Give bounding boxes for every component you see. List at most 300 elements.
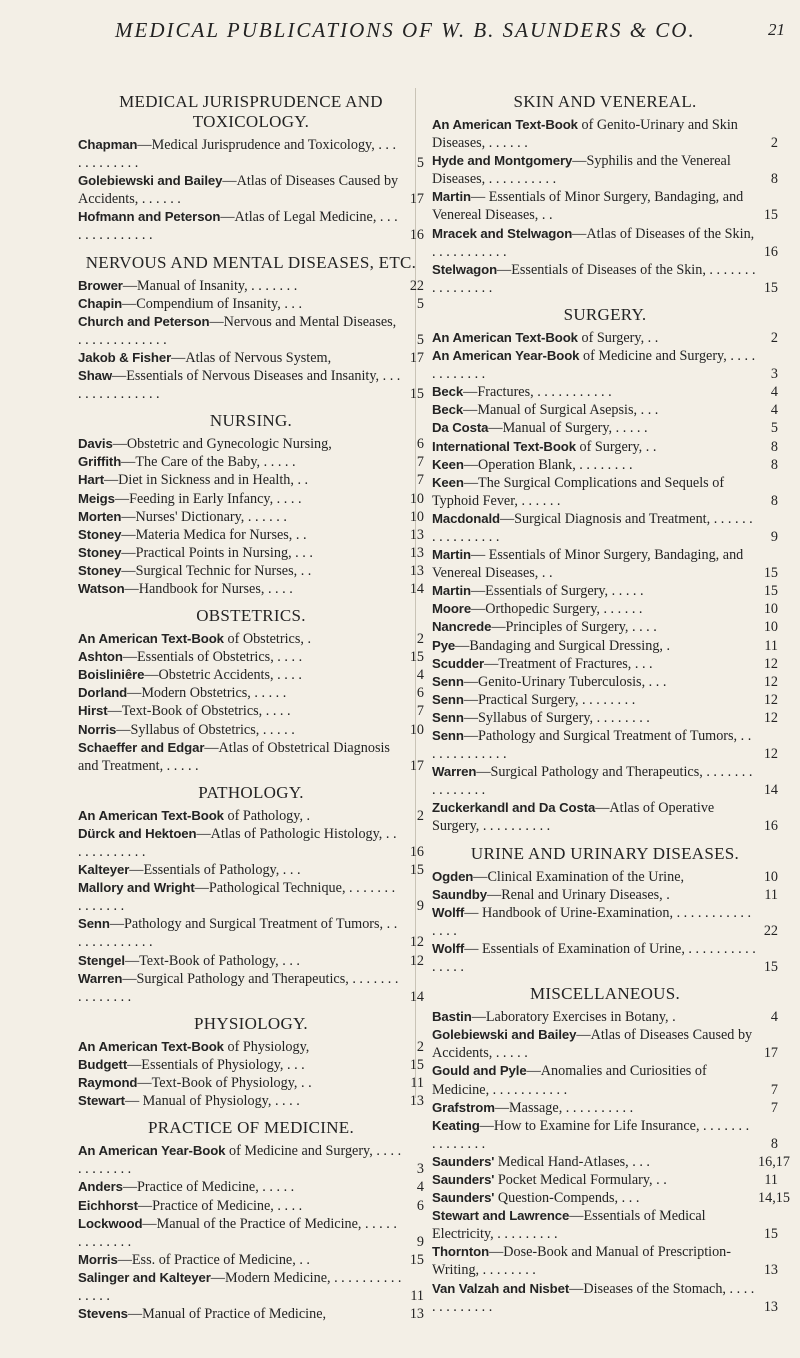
entry-author: Zuckerkandl and Da Costa — [432, 800, 596, 816]
catalog-entry — [432, 510, 778, 546]
entry-page-number: 4 — [770, 384, 778, 401]
entry-author: Macdonald — [432, 510, 500, 526]
entry-page-number: 14,15 — [758, 1190, 790, 1207]
entry-title: —Massage, . . . . . . . . . . — [494, 1099, 634, 1116]
entry-title: —Essentials of Obstetrics, . . . . — [122, 649, 303, 666]
entry-author: Stoney — [78, 562, 122, 578]
catalog-entry — [78, 136, 424, 172]
entry-page-number: 6 — [416, 1197, 424, 1214]
entry-author: Wolff — [432, 904, 465, 920]
entry-author: Beck — [432, 402, 464, 418]
entry-title: —Compendium of Insanity, . . . — [122, 295, 303, 312]
catalog-entry — [432, 1189, 790, 1207]
entry-author: Norris — [78, 721, 117, 737]
entry-author: Keen — [432, 474, 464, 490]
entry-title: —Syllabus of Surgery, . . . . . . . . — [463, 709, 650, 726]
catalog-entry — [432, 1008, 778, 1026]
entry-page-number: 7 — [770, 1081, 778, 1098]
catalog-entry — [78, 1056, 424, 1074]
entry-author: Nancrede — [432, 619, 492, 635]
entry-author: International Text-Book — [432, 438, 576, 454]
catalog-entry — [432, 709, 778, 727]
entry-page-number: 4 — [416, 667, 424, 684]
catalog-entry — [78, 1142, 424, 1178]
section-heading: URINE AND URINARY DISEASES. — [470, 843, 740, 863]
section-heading: SKIN AND VENEREAL. — [513, 92, 697, 111]
section-heading: OBSTETRICS. — [196, 606, 306, 626]
catalog-entry — [78, 295, 424, 313]
section-heading: PHYSIOLOGY. — [194, 1013, 308, 1033]
entry-page-number: 15 — [763, 1226, 778, 1243]
entry-title: —Manual of Insanity, . . . . . . . — [122, 277, 298, 294]
entry-page-number: 15 — [409, 1056, 424, 1073]
entry-page-number: 15 — [409, 386, 424, 403]
catalog-entry — [78, 879, 424, 915]
catalog-entry — [78, 1074, 424, 1092]
catalog-entry — [432, 329, 778, 347]
catalog-entry — [432, 940, 778, 976]
entry-author: Hofmann and Peterson — [78, 209, 221, 225]
entry-page-number: 12 — [409, 934, 424, 951]
catalog-entry — [432, 419, 778, 437]
entry-author: Stelwagon — [432, 261, 498, 277]
catalog-entry — [432, 116, 778, 152]
entry-page-number: 13 — [763, 1262, 778, 1279]
entry-page-number: 2 — [770, 135, 778, 152]
entry-title: —The Surgical Complications and Sequels of Typhoid Fever, . . . . . . — [432, 474, 725, 509]
catalog-entry — [78, 1178, 424, 1196]
entry-author: Grafstrom — [432, 1099, 495, 1115]
catalog-entry — [432, 1207, 778, 1243]
catalog-entry — [78, 721, 424, 739]
catalog-section — [432, 92, 778, 297]
entry-author: Stoney — [78, 544, 122, 560]
entry-author: Watson — [78, 580, 125, 596]
entry-author: Morten — [78, 508, 122, 524]
catalog-entry — [432, 1171, 778, 1189]
entry-page-number: 8 — [770, 456, 778, 473]
entry-author: Golebiewski and Bailey — [78, 173, 223, 189]
entry-page-number: 5 — [770, 420, 778, 437]
entry-title: —Diet in Sickness and in Health, . . — [103, 472, 309, 489]
entry-author: Martin — [432, 189, 471, 205]
catalog-entry — [78, 208, 424, 244]
entry-page-number: 10 — [409, 490, 424, 507]
entry-title: —Laboratory Exercises in Botany, . — [471, 1009, 676, 1026]
catalog-entry — [78, 952, 424, 970]
entry-title: —Atlas of Obstetrical Diagnosis and Treatment, . . . . . — [78, 739, 390, 774]
entry-author: Brower — [78, 277, 123, 293]
catalog-entry — [432, 655, 778, 673]
entry-author: Boisliniêre — [78, 667, 145, 683]
entry-author: Meigs — [78, 490, 115, 506]
catalog-section — [78, 253, 424, 404]
entry-title: of Pathology, . — [223, 807, 311, 824]
entry-title: —Essentials of Surgery, . . . . . — [470, 583, 644, 600]
entry-title: —Obstetric Accidents, . . . . — [144, 667, 302, 684]
entry-title: —The Care of the Baby, . . . . . — [121, 454, 296, 471]
section-heading: MEDICAL JURISPRUDENCE AND TOXICOLOGY. — [119, 92, 383, 131]
entry-title: — Essentials of Examination of Urine, . . . . . . . . . . . . . . . — [432, 940, 756, 976]
entry-author: Senn — [432, 728, 464, 743]
entry-page-number: 14 — [763, 782, 778, 799]
section-heading: SURGERY. — [563, 304, 647, 324]
entry-title: —Surgical Technic for Nurses, . . — [121, 562, 312, 579]
entry-author: Senn — [432, 691, 464, 707]
entry-page-number: 16,17 — [758, 1153, 790, 1170]
section-heading: MISCELLANEOUS. — [529, 984, 681, 1004]
entry-title: —Modern Obstetrics, . . . . . — [127, 685, 287, 702]
catalog-entry — [78, 825, 424, 861]
entry-author: Keen — [432, 456, 464, 472]
entry-author: Kalteyer — [78, 862, 130, 878]
entry-title: —How to Examine for Life Insurance, . . . . . . . . . . . . . . . — [432, 1117, 750, 1152]
entry-page-number: 4 — [416, 1179, 424, 1196]
catalog-entry — [432, 1026, 778, 1062]
entry-page-number: 13 — [409, 1093, 424, 1110]
catalog-entry — [78, 861, 424, 879]
entry-page-number: 10 — [763, 619, 778, 636]
running-title: MEDICAL PUBLICATIONS OF W. B. SAUNDERS & CO. — [115, 18, 696, 42]
entry-page-number: 14 — [409, 580, 424, 597]
entry-page-number: 5 — [416, 331, 424, 348]
entry-author: Senn — [432, 709, 464, 725]
entry-author: Stevens — [78, 1306, 128, 1322]
entry-page-number: 13 — [409, 562, 424, 579]
entry-title: —Genito-Urinary Tuberculosis, . . . — [463, 673, 667, 690]
entry-page-number: 2 — [770, 329, 778, 346]
catalog-entry — [432, 1280, 778, 1316]
catalog-entry — [78, 1269, 424, 1305]
entry-title: —Treatment of Fractures, . . . — [484, 655, 653, 672]
entry-page-number: 15 — [763, 565, 778, 582]
entry-page-number: 16 — [763, 243, 778, 260]
catalog-section — [78, 1014, 424, 1110]
entry-title: —Bandaging and Surgical Dressing, . — [455, 637, 671, 654]
entry-author: Scudder — [432, 655, 485, 671]
entry-title: —Materia Medica for Nurses, . . — [121, 526, 307, 543]
catalog-entry — [78, 526, 424, 544]
catalog-entry — [432, 1062, 778, 1098]
catalog-entry — [432, 582, 778, 600]
entry-page-number: 4 — [770, 402, 778, 419]
entry-page-number: 7 — [416, 454, 424, 471]
entry-author: Eichhorst — [78, 1197, 138, 1213]
entry-page-number: 2 — [416, 1038, 424, 1055]
entry-title: —Atlas of Diseases Caused by Accidents, . . . . . . — [78, 173, 399, 208]
catalog-entry — [78, 544, 424, 562]
catalog-entry — [432, 618, 778, 636]
entry-page-number: 12 — [763, 746, 778, 763]
entry-page-number: 6 — [416, 685, 424, 702]
entry-page-number: 17 — [763, 1045, 778, 1062]
entry-page-number: 12 — [409, 952, 424, 969]
entry-page-number: 15 — [409, 862, 424, 879]
entry-page-number: 8 — [770, 171, 778, 188]
catalog-entry — [78, 313, 424, 349]
entry-author: Gould and Pyle — [432, 1063, 527, 1079]
catalog-entry — [78, 453, 424, 471]
catalog-entry — [78, 435, 424, 453]
section-heading: NERVOUS AND MENTAL DISEASES, ETC. — [85, 252, 417, 272]
entry-page-number: 10 — [763, 868, 778, 885]
catalog-entry — [432, 1099, 778, 1117]
entry-title: —Pathology and Surgical Treatment of Tumors, . . . . . . . . . . . . . — [432, 728, 752, 763]
entry-page-number: 3 — [770, 366, 778, 383]
entry-page-number: 13 — [409, 526, 424, 543]
entry-author: Martin — [432, 583, 471, 599]
catalog-entry — [78, 508, 424, 526]
entry-title: —Pathological Technique, . . . . . . . . . . . . . . — [78, 880, 396, 915]
entry-title: —Dose-Book and Manual of Prescription-Writing, . . . . . . . . — [432, 1244, 731, 1279]
entry-page-number: 15 — [409, 649, 424, 666]
catalog-entry — [432, 600, 778, 618]
catalog-entry — [432, 261, 778, 297]
entry-title: —Modern Medicine, . . . . . . . . . . . . . . . — [78, 1269, 402, 1304]
catalog-entry — [432, 456, 778, 474]
catalog-section — [78, 411, 424, 598]
entry-title: —Manual of Surgical Asepsis, . . . — [463, 402, 659, 419]
entry-page-number: 8 — [770, 438, 778, 455]
entry-page-number: 16 — [409, 227, 424, 244]
catalog-entry — [432, 474, 778, 510]
catalog-entry — [78, 1305, 424, 1323]
entry-title: —Nurses' Dictionary, . . . . . . — [121, 508, 287, 525]
catalog-entry — [78, 630, 424, 648]
catalog-entry — [432, 799, 778, 835]
catalog-entry — [78, 490, 424, 508]
entry-author: Raymond — [78, 1075, 138, 1091]
entry-title: of Physiology, — [223, 1038, 310, 1055]
entry-title: —Anomalies and Curiosities of Medicine, . . . . . . . . . . . — [432, 1063, 707, 1098]
catalog-entry — [432, 868, 778, 886]
catalog-entry — [78, 684, 424, 702]
entry-author: Thornton — [432, 1244, 490, 1260]
entry-title: —Essentials of Medical Electricity, . . . . . . . . . — [432, 1208, 706, 1243]
left-column — [78, 86, 424, 1331]
entry-title: — Essentials of Minor Surgery, Bandaging, and Venereal Diseases, . . — [432, 547, 744, 582]
catalog-entry — [78, 739, 424, 775]
entry-title: of Obstetrics, . — [223, 631, 312, 648]
entry-page-number: 3 — [416, 1161, 424, 1178]
section-heading: PATHOLOGY. — [198, 782, 304, 802]
entry-author: An American Text-Book — [78, 807, 224, 823]
entry-author: Warren — [78, 970, 123, 986]
entry-author: Morris — [78, 1251, 118, 1267]
entry-title: —Practical Points in Nursing, . . . — [121, 544, 313, 561]
entry-author: Martin — [432, 547, 471, 563]
catalog-entry — [432, 1243, 778, 1279]
entry-page-number: 11 — [764, 637, 778, 654]
entry-page-number: 11 — [410, 1287, 424, 1304]
entry-author: Senn — [78, 916, 110, 932]
entry-page-number: 15 — [763, 959, 778, 976]
catalog-entry — [432, 347, 778, 383]
entry-page-number: 11 — [764, 886, 778, 903]
entry-title: —Feeding in Early Infancy, . . . . — [114, 490, 302, 507]
entry-author: Budgett — [78, 1056, 128, 1072]
entry-author: Bastin — [432, 1009, 472, 1025]
entry-author: Saunders' — [432, 1153, 495, 1169]
entry-page-number: 17 — [409, 757, 424, 774]
entry-page-number: 16 — [763, 818, 778, 835]
entry-page-number: 9 — [770, 528, 778, 545]
entry-author: An American Year-Book — [78, 1143, 226, 1159]
catalog-entry — [432, 904, 778, 940]
entry-page-number: 17 — [409, 349, 424, 366]
entry-title: —Operation Blank, . . . . . . . . — [463, 456, 633, 473]
entry-author: An American Text-Book — [78, 631, 224, 647]
entry-title: —Manual of Practice of Medicine, — [127, 1306, 327, 1323]
catalog-entry — [432, 383, 778, 401]
entry-title: —Handbook for Nurses, . . . . — [124, 580, 293, 597]
entry-page-number: 11 — [410, 1075, 424, 1092]
entry-title: — Manual of Physiology, . . . . — [124, 1093, 300, 1110]
catalog-entry — [78, 367, 424, 403]
catalog-entry — [432, 438, 778, 456]
catalog-entry — [78, 349, 424, 367]
catalog-entry — [78, 580, 424, 598]
catalog-entry — [78, 1038, 424, 1056]
entry-page-number: 22 — [409, 277, 424, 294]
entry-title: —Essentials of Diseases of the Skin, . . . . . . . . . . . . . . . . — [432, 261, 756, 296]
entry-title: —Principles of Surgery, . . . . — [491, 619, 657, 636]
entry-author: Wolff — [432, 940, 465, 956]
catalog-entry — [432, 1153, 790, 1171]
entry-title: —Surgical Pathology and Therapeutics, . . . . . . . . . . . . . . . — [78, 970, 399, 1005]
entry-author: Da Costa — [432, 420, 489, 436]
catalog-section — [78, 783, 424, 1006]
entry-author: Griffith — [78, 454, 122, 470]
entry-page-number: 7 — [416, 472, 424, 489]
page-number: 21 — [768, 20, 785, 39]
entry-page-number: 13 — [409, 544, 424, 561]
entry-title: —Text-Book of Physiology, . . — [137, 1075, 312, 1092]
entry-title: —Obstetric and Gynecologic Nursing, — [112, 436, 332, 453]
entry-title: —Surgical Diagnosis and Treatment, . . . . . . . . . . . . . . . . — [432, 510, 753, 545]
catalog-entry — [78, 702, 424, 720]
entry-page-number: 10 — [409, 508, 424, 525]
entry-author: An American Text-Book — [78, 1038, 224, 1054]
entry-page-number: 13 — [409, 1306, 424, 1323]
entry-page-number: 8 — [770, 492, 778, 509]
entry-title: —Fractures, . . . . . . . . . . . — [463, 384, 612, 401]
entry-author: Moore — [432, 601, 472, 617]
catalog-entry — [78, 172, 424, 208]
entry-author: Ogden — [432, 868, 474, 884]
entry-title: —Atlas of Diseases of the Skin, . . . . . . . . . . . — [432, 225, 755, 260]
entry-title: — Handbook of Urine-Examination, . . . . . . . . . . . . . . . — [432, 904, 752, 939]
entry-author: Mallory and Wright — [78, 880, 195, 896]
entry-title: —Pathology and Surgical Treatment of Tumors, . . . . . . . . . . . . . — [78, 916, 398, 951]
entry-author: Hyde and Montgomery — [432, 153, 573, 169]
catalog-entry — [78, 1251, 424, 1269]
entry-author: Hart — [78, 472, 104, 488]
entry-page-number: 14 — [409, 988, 424, 1005]
catalog-entry — [432, 727, 778, 763]
entry-author: Pye — [432, 637, 456, 653]
entry-page-number: 15 — [763, 207, 778, 224]
catalog-entry — [432, 1117, 778, 1153]
entry-author: Lockwood — [78, 1215, 143, 1231]
entry-title: —Atlas of Operative Surgery, . . . . . . . . . . — [432, 800, 715, 835]
entry-title: Question-Compends, . . . — [494, 1190, 640, 1207]
entry-title: of Surgery, . . — [576, 438, 657, 455]
entry-page-number: 7 — [416, 703, 424, 720]
entry-page-number: 17 — [409, 191, 424, 208]
catalog-entry — [78, 915, 424, 951]
entry-title: —Atlas of Legal Medicine, . . . . . . . . . . . . . . — [78, 209, 398, 244]
entry-title: Medical Hand-Atlases, . . . — [494, 1153, 650, 1170]
entry-title: —Syllabus of Obstetrics, . . . . . — [116, 721, 295, 738]
entry-page-number: 4 — [770, 1009, 778, 1026]
catalog-entry — [432, 188, 778, 224]
entry-author: Hirst — [78, 703, 108, 719]
catalog-entry — [432, 763, 778, 799]
entry-title: — Essentials of Minor Surgery, Bandaging, and Venereal Diseases, . . — [432, 189, 744, 224]
entry-page-number: 16 — [409, 844, 424, 860]
entry-title: —Ess. of Practice of Medicine, . . — [117, 1251, 310, 1268]
entry-title: of Medicine and Surgery, . . . . . . . . . . . . — [432, 348, 756, 383]
catalog-entry — [78, 970, 424, 1006]
entry-author: Keating — [432, 1117, 480, 1133]
entry-page-number: 22 — [763, 922, 778, 939]
catalog-entry — [78, 471, 424, 489]
catalog-entry — [432, 691, 778, 709]
catalog-section — [432, 984, 790, 1316]
entry-author: Stengel — [78, 952, 125, 968]
entry-page-number: 7 — [770, 1099, 778, 1116]
catalog-entry — [78, 807, 424, 825]
catalog-entry — [432, 637, 778, 655]
catalog-section — [78, 606, 424, 775]
entry-author: An American Year-Book — [432, 348, 580, 364]
entry-author: Ashton — [78, 649, 123, 665]
entry-title: —Clinical Examination of the Urine, — [473, 868, 685, 885]
entry-author: Chapman — [78, 137, 138, 152]
entry-author: Dürck and Hektoen — [78, 825, 197, 841]
entry-author: Dorland — [78, 685, 128, 701]
catalog-entry — [432, 886, 778, 904]
entry-title: —Diseases of the Stomach, . . . . . . . . . . . . . — [432, 1280, 755, 1315]
entry-title: —Syphilis and the Venereal Diseases, . . . . . . . . . . — [432, 153, 731, 188]
entry-title: of Medicine and Surgery, . . . . . . . . . . . . — [78, 1143, 402, 1178]
entry-author: Church and Peterson — [78, 313, 210, 329]
entry-title: —Renal and Urinary Diseases, . — [487, 886, 670, 903]
entry-page-number: 12 — [763, 709, 778, 726]
catalog-section — [432, 844, 778, 977]
entry-page-number: 11 — [764, 1171, 778, 1188]
right-column — [432, 86, 790, 1324]
entry-page-number: 5 — [416, 295, 424, 312]
entry-page-number: 13 — [763, 1298, 778, 1315]
entry-title: Pocket Medical Formulary, . . — [494, 1171, 667, 1188]
entry-author: An American Text-Book — [432, 117, 578, 132]
catalog-section — [432, 305, 778, 836]
entry-title: of Genito-Urinary and Skin Diseases, . . . . . . — [432, 117, 738, 152]
entry-author: Saundby — [432, 886, 487, 902]
entry-author: Schaeffer and Edgar — [78, 739, 205, 755]
entry-page-number: 5 — [416, 155, 424, 172]
catalog-entry — [78, 666, 424, 684]
entry-author: An American Text-Book — [432, 329, 578, 345]
section-heading: PRACTICE OF MEDICINE. — [147, 1118, 355, 1138]
entry-title: —Essentials of Nervous Diseases and Insanity, . . . . . . . . . . . . . . . — [78, 368, 401, 403]
entry-title: —Atlas of Pathologic Histology, . . . . . . . . . . . . — [78, 825, 397, 860]
entry-author: Davis — [78, 436, 113, 452]
entry-page-number: 15 — [409, 1251, 424, 1268]
entry-page-number: 10 — [763, 601, 778, 618]
